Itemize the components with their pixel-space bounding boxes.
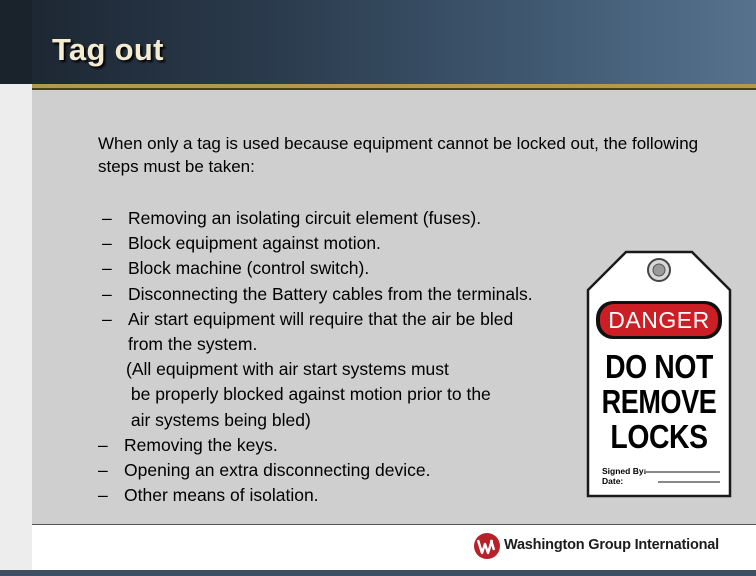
list-item-text: Opening an extra disconnecting device. xyxy=(124,460,431,481)
list-item xyxy=(98,483,578,508)
list-item-text: Disconnecting the Battery cables from the terminals. xyxy=(128,283,533,304)
tag-line-3: LOCKS xyxy=(610,418,708,455)
list-item-continuation: air systems being bled) xyxy=(126,409,311,430)
list-item-text: Other means of isolation. xyxy=(124,485,319,506)
list-item xyxy=(102,307,582,433)
bullet-dash: – xyxy=(98,485,108,506)
list-item-continuation: from the system. xyxy=(128,334,258,355)
tag-line-2: REMOVE xyxy=(601,383,717,420)
list-item xyxy=(98,458,578,483)
bullet-dash: – xyxy=(98,460,108,481)
list-item-continuation: be properly blocked against motion prior to the xyxy=(126,384,491,405)
steps-list xyxy=(98,206,582,508)
danger-tag-image xyxy=(586,250,732,498)
bullet-dash: – xyxy=(102,283,112,304)
danger-label: DANGER xyxy=(608,307,710,333)
bullet-dash: – xyxy=(102,308,112,329)
bullet-dash: – xyxy=(102,233,112,254)
list-item xyxy=(102,206,582,231)
tag-signed-by-label: Signed By: xyxy=(602,466,647,476)
list-item-text: Removing an isolating circuit element (fuses). xyxy=(128,208,482,228)
tag-date-label: Date: xyxy=(602,476,624,486)
footer-bottom-strip xyxy=(0,570,756,576)
list-item-text: Block machine (control switch). xyxy=(128,258,370,279)
intro-text: When only a tag is used because equipment cannot be locked out, the following steps must be taken: xyxy=(98,134,699,176)
bullet-dash: – xyxy=(102,208,112,228)
list-item xyxy=(98,433,578,458)
title-bar-left-strip xyxy=(0,0,32,84)
tag-line-1: DO NOT xyxy=(605,348,713,385)
company-name: Washington Group International xyxy=(504,537,719,553)
list-item-continuation: (All equipment with air start systems must xyxy=(126,359,449,380)
list-item xyxy=(102,282,582,307)
list-item xyxy=(102,256,582,281)
list-item-text: Block equipment against motion. xyxy=(128,233,381,254)
list-item xyxy=(102,231,582,256)
left-margin-strip xyxy=(0,84,32,576)
bullet-dash: – xyxy=(98,434,108,455)
slide-title: Tag out xyxy=(52,32,164,67)
washington-group-logo-icon xyxy=(472,532,502,560)
bullet-dash: – xyxy=(102,258,112,279)
list-item-text: Removing the keys. xyxy=(124,434,278,455)
list-item-text: Air start equipment will require that the air be bled xyxy=(128,308,514,329)
